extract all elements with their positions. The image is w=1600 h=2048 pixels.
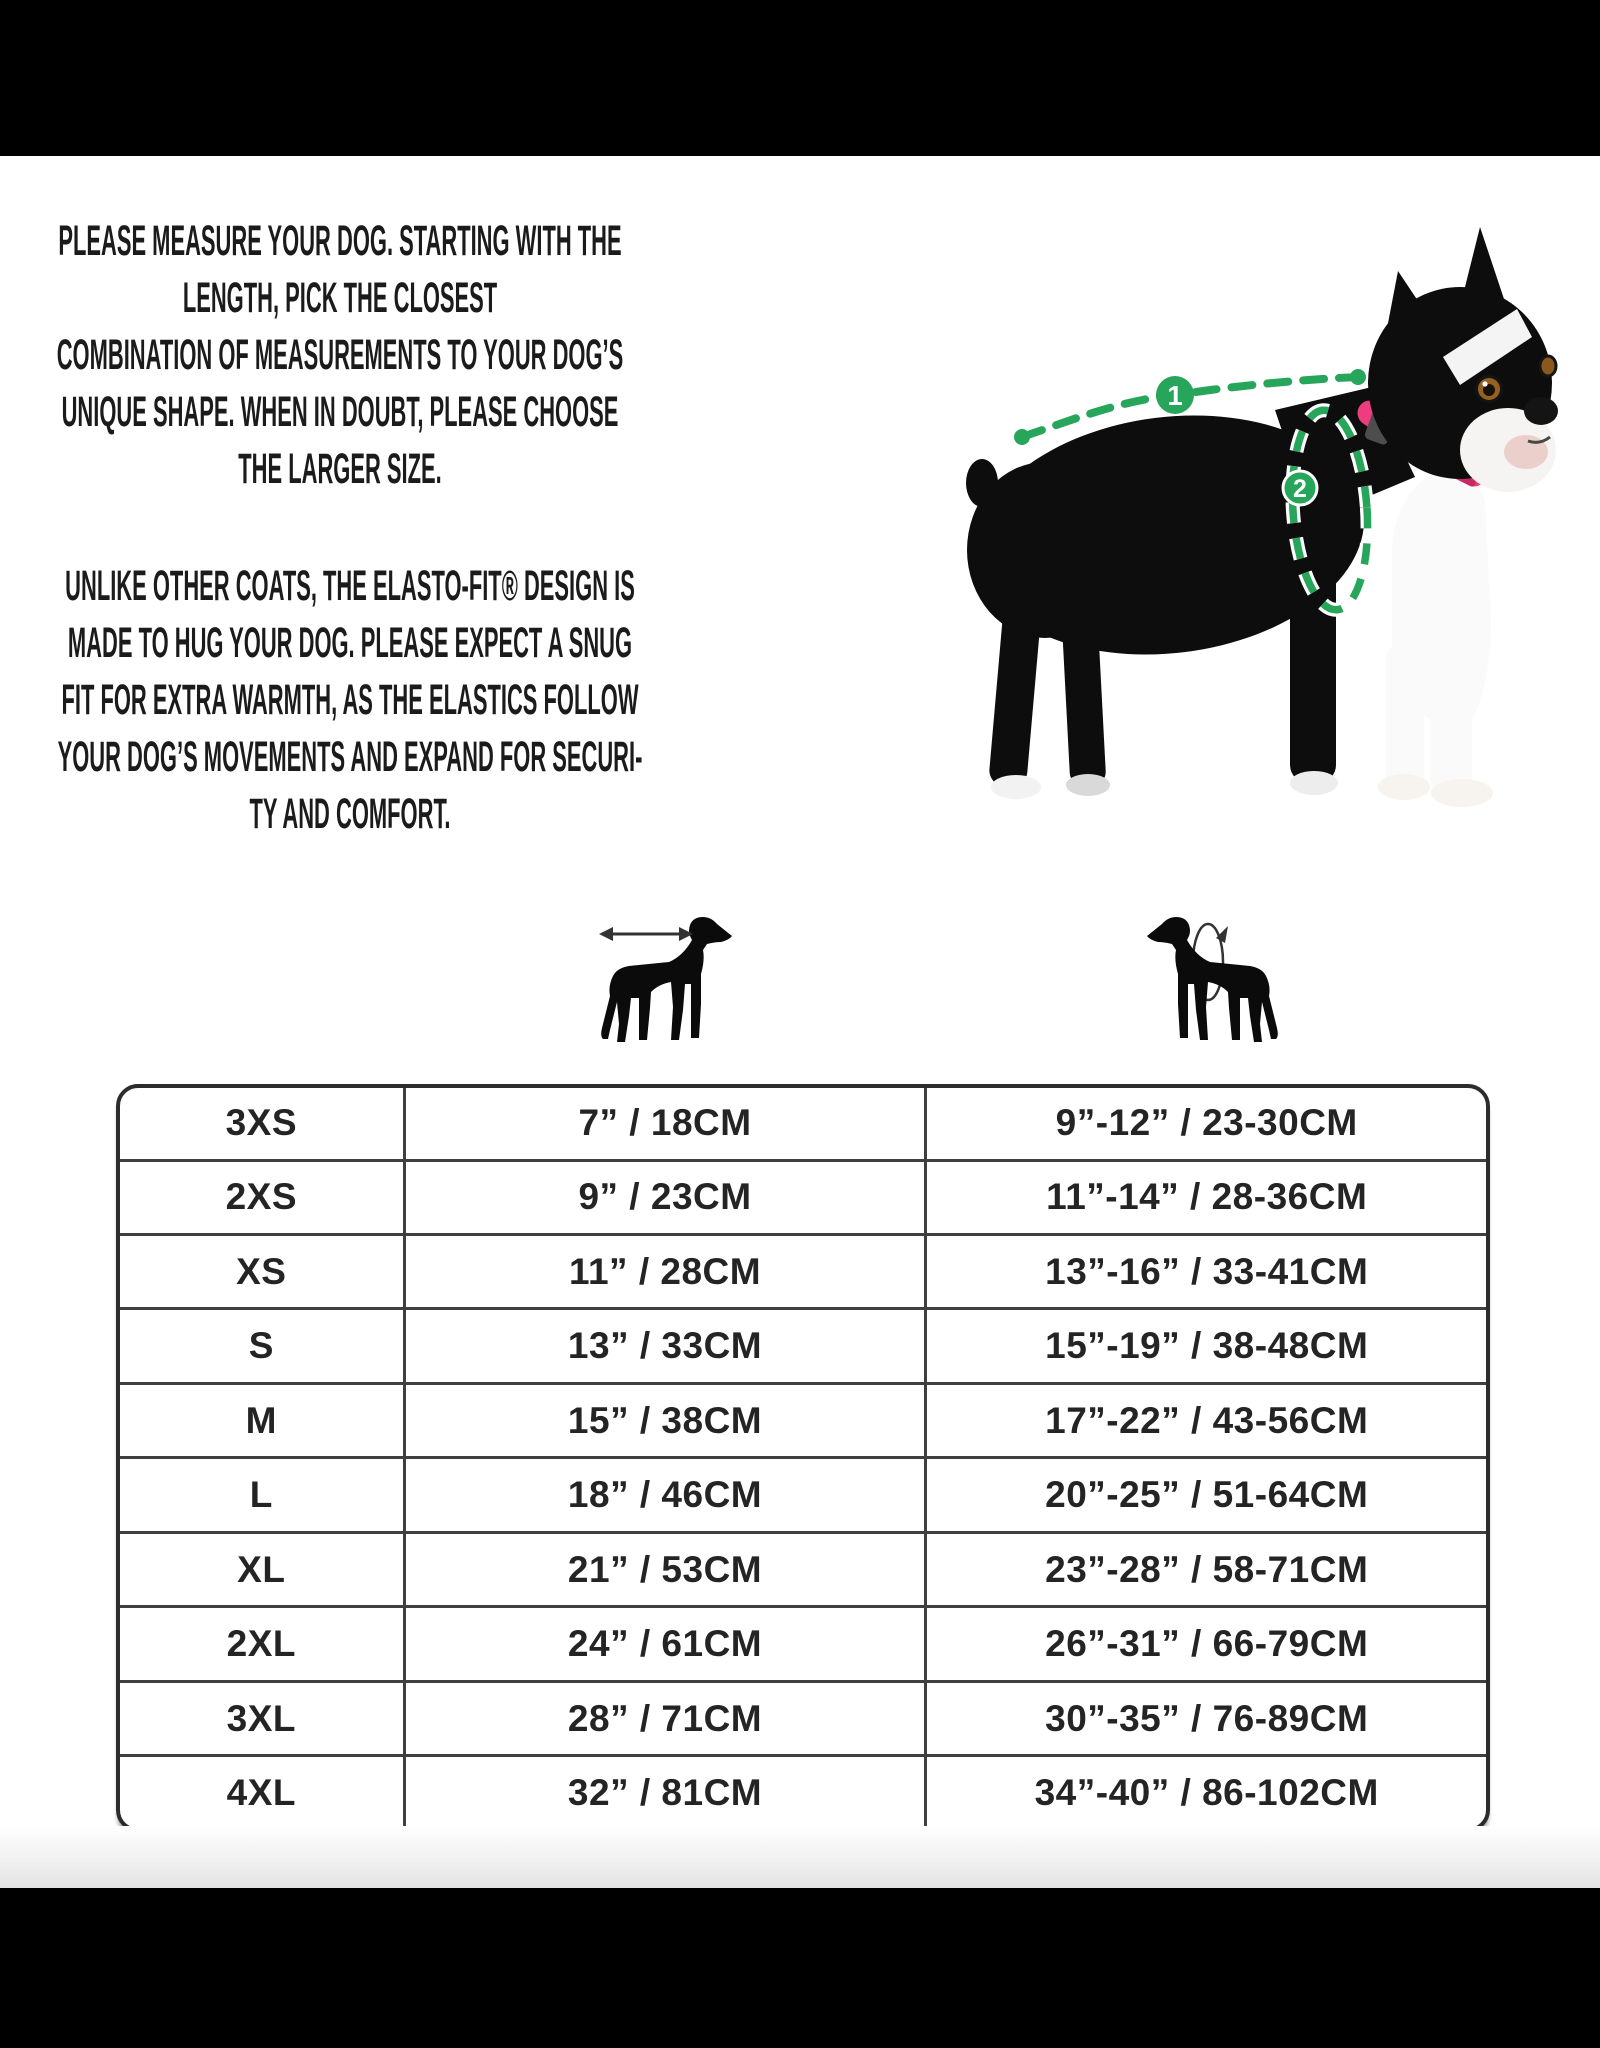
size-cell: XL bbox=[120, 1532, 404, 1606]
girth-cell: 15”-19” / 38-48CM bbox=[926, 1309, 1486, 1383]
bottom-fade bbox=[0, 1826, 1600, 1888]
paragraph-line: TY AND COMFORT. bbox=[249, 790, 451, 838]
paragraph-line: PLEASE MEASURE YOUR DOG. STARTING WITH THE bbox=[58, 217, 622, 265]
length-cell: 18” / 46CM bbox=[404, 1458, 926, 1532]
table-row bbox=[120, 1532, 1486, 1606]
table-row bbox=[120, 1681, 1486, 1755]
length-cell: 21” / 53CM bbox=[404, 1532, 926, 1606]
size-cell: 3XS bbox=[225, 1102, 298, 1144]
length-cell: 15” / 38CM bbox=[404, 1383, 926, 1457]
length-cell: 13” / 33CM bbox=[404, 1309, 926, 1383]
size-cell: S bbox=[120, 1309, 404, 1383]
length-cell: 24” / 61CM bbox=[404, 1607, 926, 1681]
paragraph-line: FIT FOR EXTRA WARMTH, AS THE ELASTICS FOLLOW bbox=[61, 676, 639, 724]
dog-front-paw bbox=[1290, 771, 1338, 795]
dog-front-paw bbox=[1378, 774, 1430, 800]
table-row bbox=[120, 1088, 1486, 1160]
dog-measurement-photo bbox=[940, 215, 1580, 815]
dog-front-paw bbox=[1431, 779, 1493, 807]
girth-cell: 26”-31” / 66-79CM bbox=[926, 1607, 1486, 1681]
paragraph-line: LENGTH, PICK THE CLOSEST bbox=[182, 274, 498, 322]
girth-cell: 13”-16” / 33-41CM bbox=[926, 1234, 1486, 1308]
table-row bbox=[120, 1756, 1486, 1828]
girth-cell: 9”-12” / 23-30CM bbox=[926, 1088, 1486, 1160]
size-cell: 2XL bbox=[120, 1607, 404, 1681]
length-cell: 11” / 28CM bbox=[404, 1234, 926, 1308]
table-row bbox=[120, 1383, 1486, 1457]
paragraph-line: COMBINATION OF MEASUREMENTS TO YOUR DOG’S bbox=[56, 331, 624, 379]
paragraph-line: THE LARGER SIZE. bbox=[238, 445, 442, 493]
paragraph-line: UNIQUE SHAPE. WHEN IN DOUBT, PLEASE CHOOSE bbox=[61, 388, 619, 436]
length-cell: 7” / 18CM bbox=[404, 1088, 926, 1160]
measure-1-end-dot bbox=[1350, 369, 1366, 385]
measure-2-badge-label: 2 bbox=[1293, 475, 1307, 503]
table-row bbox=[120, 1458, 1486, 1532]
elasto-fit-note-paragraph bbox=[0, 558, 707, 843]
dog-nose bbox=[1524, 397, 1558, 425]
top-letterbox-bar bbox=[0, 0, 1600, 156]
dog-rear-paw bbox=[1066, 774, 1110, 796]
table-row bbox=[120, 1234, 1486, 1308]
table-row bbox=[120, 1607, 1486, 1681]
paragraph-line: YOUR DOG’S MOVEMENTS AND EXPAND FOR SECURI- bbox=[57, 733, 643, 781]
measure-1-end-dot bbox=[1014, 429, 1030, 445]
table-row bbox=[120, 1160, 1486, 1234]
girth-cell: 11”-14” / 28-36CM bbox=[926, 1160, 1486, 1234]
dog-rear-paw bbox=[991, 775, 1041, 799]
bottom-letterbox-bar bbox=[0, 1888, 1600, 2048]
size-table bbox=[120, 1088, 1486, 1828]
measure-1-badge-label: 1 bbox=[1167, 380, 1183, 411]
girth-cell: 34”-40” / 86-102CM bbox=[926, 1756, 1486, 1828]
length-measure-icon bbox=[593, 912, 745, 1052]
table-row bbox=[120, 1309, 1486, 1383]
dog-ear bbox=[1458, 227, 1508, 315]
paragraph-line: MADE TO HUG YOUR DOG. PLEASE EXPECT A SNUG bbox=[67, 619, 633, 667]
measure-instructions-paragraph bbox=[0, 213, 697, 498]
length-cell: 28” / 71CM bbox=[404, 1681, 926, 1755]
dog-rear-thigh bbox=[967, 462, 1123, 638]
paragraph-line: UNLIKE OTHER COATS, THE ELASTO-FIT® DESIGN IS bbox=[65, 562, 635, 610]
girth-cell: 20”-25” / 51-64CM bbox=[926, 1458, 1486, 1532]
length-arrow-icon bbox=[599, 927, 693, 941]
size-cell: 2XS bbox=[120, 1160, 404, 1234]
size-cell: 4XL bbox=[120, 1756, 404, 1828]
size-cell: 3XL bbox=[120, 1681, 404, 1755]
size-cell: XS bbox=[120, 1234, 404, 1308]
size-table-container bbox=[116, 1084, 1490, 1832]
dog-far-eye bbox=[1540, 356, 1556, 376]
size-cell: L bbox=[120, 1458, 404, 1532]
girth-cell: 23”-28” / 58-71CM bbox=[926, 1532, 1486, 1606]
length-cell: 9” / 23CM bbox=[404, 1160, 926, 1234]
girth-measure-icon bbox=[1128, 912, 1293, 1052]
girth-cell: 17”-22” / 43-56CM bbox=[926, 1383, 1486, 1457]
girth-cell: 30”-35” / 76-89CM bbox=[926, 1681, 1486, 1755]
length-cell: 32” / 81CM bbox=[404, 1756, 926, 1828]
size-cell: M bbox=[120, 1383, 404, 1457]
